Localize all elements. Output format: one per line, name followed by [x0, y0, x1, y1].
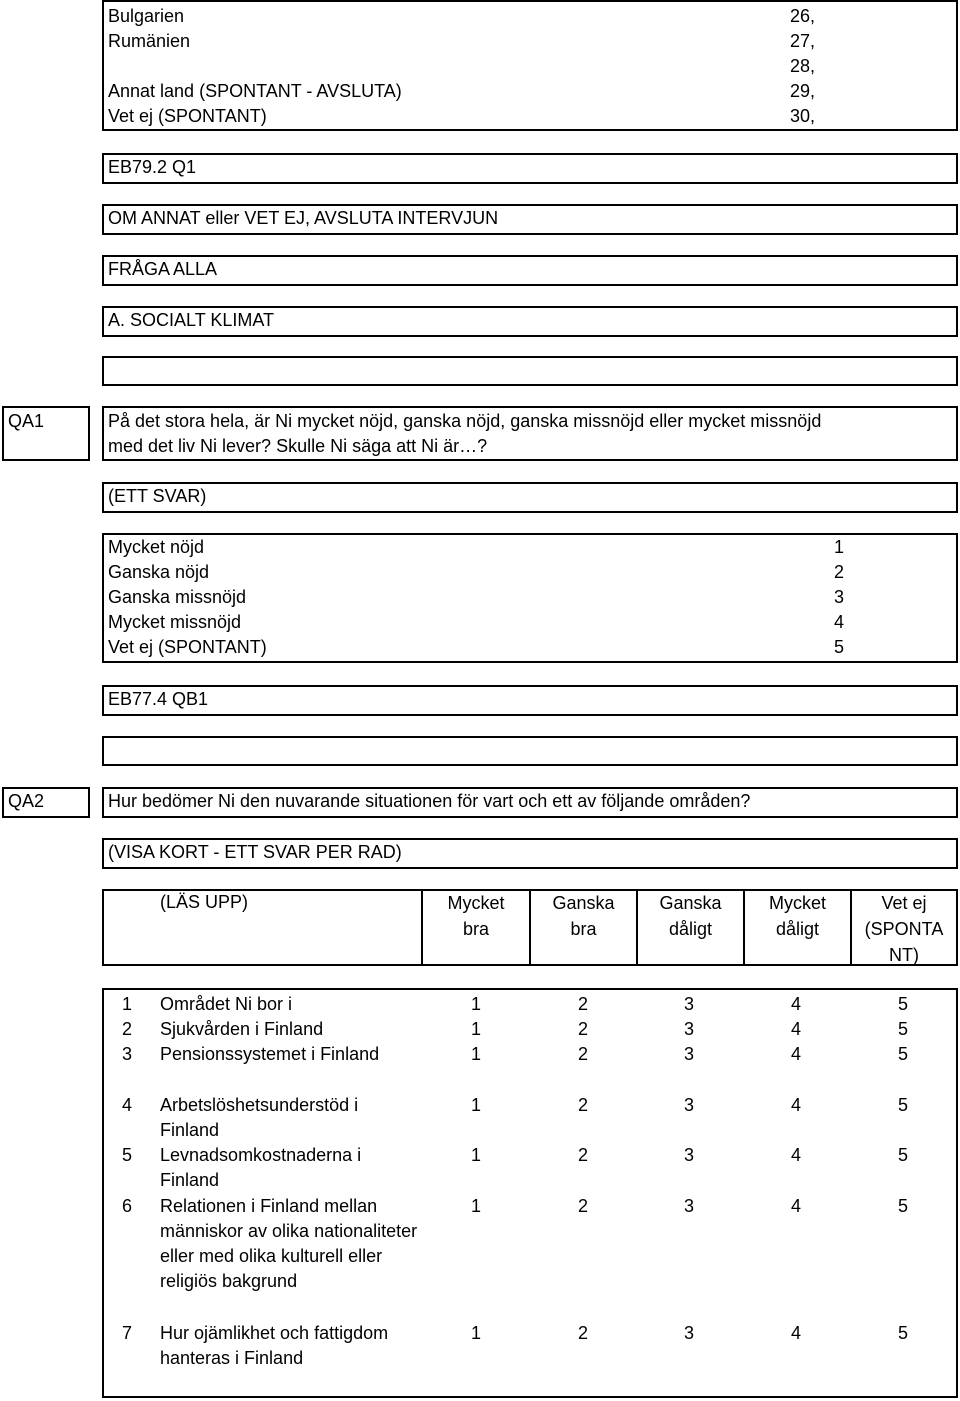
section-title: A. SOCIALT KLIMAT — [108, 310, 275, 330]
row-label: Arbetslöshetsunderstöd i Finland — [160, 1095, 359, 1140]
answer-code: 1 — [471, 1095, 482, 1115]
answer-code: 3 — [684, 994, 695, 1014]
country-option-code: 27, — [790, 31, 816, 51]
answer-code: 4 — [791, 1145, 802, 1165]
source-reference: EB79.2 Q1 — [108, 157, 197, 177]
qa1-option-code: 2 — [834, 562, 845, 582]
row-label: Pensionssystemet i Finland — [160, 1044, 380, 1064]
qa2-read-header: (LÄS UPP) — [160, 892, 249, 912]
answer-code: 5 — [898, 1196, 909, 1216]
row-number: 3 — [122, 1044, 133, 1064]
instruction-ask-all: FRÅGA ALLA — [108, 259, 218, 279]
qa1-option-code: 4 — [834, 612, 845, 632]
qa1-option-code: 1 — [834, 537, 845, 557]
qa2-column-header: Ganska dåligt — [659, 893, 722, 939]
answer-code: 2 — [578, 1145, 589, 1165]
country-option-label: Rumänien — [108, 31, 191, 51]
row-number: 2 — [122, 1019, 133, 1039]
answer-code: 5 — [898, 1145, 909, 1165]
blank-box — [102, 736, 958, 766]
qa1-instruction-box — [102, 482, 958, 513]
answer-code: 4 — [791, 994, 802, 1014]
answer-code: 2 — [578, 1019, 589, 1039]
country-option-label: Annat land (SPONTANT - AVSLUTA) — [108, 81, 402, 101]
country-option-code: 29, — [790, 81, 816, 101]
answer-code: 2 — [578, 1196, 589, 1216]
qa1-option-code: 3 — [834, 587, 845, 607]
answer-code: 5 — [898, 1095, 909, 1115]
instruction-box — [102, 255, 958, 286]
row-label: Relationen i Finland mellan människor av olika nationaliteter eller med olika kulturell eller religiös bakgrund — [160, 1196, 418, 1291]
qa2-id: QA2 — [8, 791, 45, 811]
blank-box — [102, 356, 958, 386]
answer-code: 1 — [471, 1196, 482, 1216]
answer-code: 2 — [578, 1323, 589, 1343]
qa1-id: QA1 — [8, 411, 45, 431]
answer-code: 2 — [578, 994, 589, 1014]
answer-code: 5 — [898, 1323, 909, 1343]
row-number: 1 — [122, 994, 133, 1014]
row-label: Levnadsomkostnaderna i Finland — [160, 1145, 362, 1190]
answer-code: 3 — [684, 1019, 695, 1039]
qa1-question-line: med det liv Ni lever? Skulle Ni säga att Ni är…? — [108, 436, 488, 456]
qa1-source-reference: EB77.4 QB1 — [108, 689, 209, 709]
qa2-column-header: Ganska bra — [552, 893, 615, 939]
source-reference-box — [102, 153, 958, 184]
row-number: 4 — [122, 1095, 133, 1115]
country-option-code: 26, — [790, 6, 816, 26]
answer-code: 1 — [471, 1019, 482, 1039]
row-label: Hur ojämlikhet och fattigdom hanteras i Finland — [160, 1323, 389, 1368]
qa2-instruction: (VISA KORT - ETT SVAR PER RAD) — [108, 842, 402, 862]
qa2-question: Hur bedömer Ni den nuvarande situationen för vart och ett av följande områden? — [108, 791, 751, 811]
row-number: 7 — [122, 1323, 133, 1343]
country-option-label: Vet ej (SPONTANT) — [108, 106, 267, 126]
answer-code: 2 — [578, 1044, 589, 1064]
qa1-instruction: (ETT SVAR) — [108, 486, 207, 506]
answer-code: 4 — [791, 1196, 802, 1216]
qa2-column-header: Mycket dåligt — [768, 893, 826, 939]
answer-code: 5 — [898, 1044, 909, 1064]
row-number: 5 — [122, 1145, 133, 1165]
answer-code: 3 — [684, 1145, 695, 1165]
country-option-label: Bulgarien — [108, 6, 185, 26]
answer-code: 3 — [684, 1095, 695, 1115]
qa1-source-box — [102, 685, 958, 716]
qa1-option-code: 5 — [834, 637, 845, 657]
answer-code: 4 — [791, 1019, 802, 1039]
answer-code: 5 — [898, 994, 909, 1014]
answer-code: 1 — [471, 1044, 482, 1064]
qa1-option-label: Mycket nöjd — [108, 537, 205, 557]
answer-code: 2 — [578, 1095, 589, 1115]
qa1-question-line: På det stora hela, är Ni mycket nöjd, ganska nöjd, ganska missnöjd eller mycket missnöjd — [108, 411, 822, 431]
answer-code: 4 — [791, 1095, 802, 1115]
answer-code: 3 — [684, 1196, 695, 1216]
instruction-terminate: OM ANNAT eller VET EJ, AVSLUTA INTERVJUN — [108, 208, 499, 228]
answer-code: 4 — [791, 1044, 802, 1064]
row-label: Området Ni bor i — [160, 994, 293, 1014]
country-option-code: 30, — [790, 106, 816, 126]
answer-code: 3 — [684, 1044, 695, 1064]
country-option-code: 28, — [790, 56, 816, 76]
qa1-option-label: Ganska nöjd — [108, 562, 210, 582]
qa1-option-label: Mycket missnöjd — [108, 612, 242, 632]
answer-code: 1 — [471, 1145, 482, 1165]
row-label: Sjukvården i Finland — [160, 1019, 324, 1039]
qa1-option-label: Vet ej (SPONTANT) — [108, 637, 267, 657]
row-number: 6 — [122, 1196, 133, 1216]
qa1-option-label: Ganska missnöjd — [108, 587, 247, 607]
qa2-column-header: Mycket bra — [447, 893, 505, 939]
answer-code: 4 — [791, 1323, 802, 1343]
answer-code: 5 — [898, 1019, 909, 1039]
answer-code: 1 — [471, 1323, 482, 1343]
answer-code: 3 — [684, 1323, 695, 1343]
qa2-column-header: Vet ej (SPONTA NT) — [864, 893, 944, 965]
answer-code: 1 — [471, 994, 482, 1014]
